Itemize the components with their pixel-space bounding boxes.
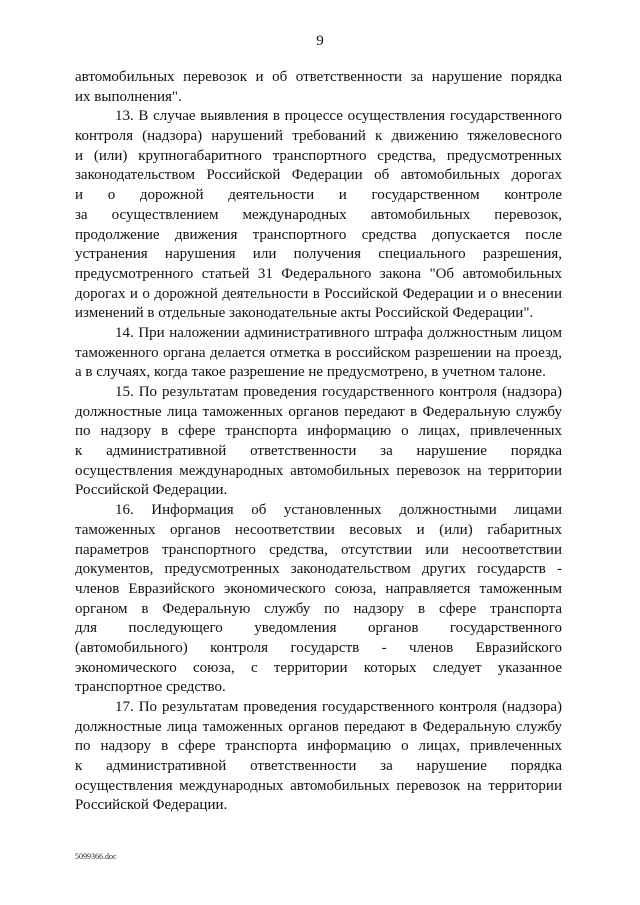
text-line: 16. Информация об установленных должностными лицами	[115, 502, 562, 519]
text-line: по надзору в сфере транспорта информацию о лицах, привлеченных	[75, 423, 562, 440]
text-line: законодательством Российской Федерации об автомобильных дорогах	[75, 167, 562, 184]
text-line: и (или) крупногабаритного транспортного средства, предусмотренных	[75, 147, 562, 164]
text-line: (автомобильного) контроля государств - членов Евразийского	[75, 639, 562, 656]
paragraph	[75, 698, 562, 816]
text-line: Российской Федерации.	[75, 797, 228, 814]
text-line: автомобильных перевозок и об ответственности за нарушение порядка	[75, 69, 562, 85]
text-line: документов, предусмотренных законодательством других государств -	[75, 561, 562, 578]
text-line: 15. По результатам проведения государственного контроля (надзора)	[115, 384, 562, 400]
paragraph	[75, 324, 562, 383]
text-line: для последующего уведомления органов государственного	[75, 620, 562, 637]
text-line: экономического союза, с территории которых следует указанное	[75, 659, 562, 676]
paragraph	[75, 501, 562, 698]
text-line: должностные лица таможенных органов передают в Федеральную службу	[75, 718, 562, 735]
text-line: дорогах и о дорожной деятельности в Российской Федерации и о внесении	[75, 285, 562, 302]
text-line: 13. В случае выявления в процессе осуществления государственного	[115, 108, 562, 125]
text-line: 17. По результатам проведения государственного контроля (надзора)	[115, 699, 562, 715]
page-number: 9	[316, 33, 324, 49]
text-line: предусмотренного статьей 31 Федерального закона "Об автомобильных	[75, 265, 562, 282]
paragraph	[75, 107, 562, 324]
text-line: их выполнения".	[75, 88, 182, 105]
text-line: к административной ответственности за нарушение порядка	[75, 758, 562, 775]
paragraph	[75, 383, 562, 501]
document-file-id: 5099366.doc	[75, 852, 117, 861]
text-line: изменений в отдельные законодательные акты Российской Федерации".	[75, 305, 534, 322]
text-line: устранения нарушения или получения специального разрешения,	[75, 246, 562, 263]
text-line: за осуществлением международных автомобильных перевозок,	[75, 206, 562, 223]
text-line: и о дорожной деятельности и государственном контроле	[75, 187, 562, 204]
text-line: параметров транспортного средства, отсутствии или несоответствии	[75, 541, 562, 558]
text-line: осуществления международных автомобильных перевозок на территории	[75, 777, 562, 794]
text-line: членов Евразийского экономического союза, направляется таможенным	[75, 580, 562, 597]
text-line: транспортное средство.	[75, 679, 226, 696]
text-line: Российской Федерации.	[75, 482, 228, 499]
paragraph	[75, 68, 562, 107]
text-line: таможенного органа делается отметка в российском разрешении на проезд,	[75, 344, 562, 361]
text-line: контроля (надзора) нарушений требований к движению тяжеловесного	[75, 128, 562, 145]
document-body	[75, 68, 562, 816]
text-line: к административной ответственности за нарушение порядка	[75, 443, 562, 460]
text-line: а в случаях, когда такое разрешение не предусмотрено, в учетном талоне.	[75, 364, 546, 381]
text-line: 14. При наложении административного штрафа должностным лицом	[115, 324, 562, 341]
text-line: таможенных органов несоответствии весовых и (или) габаритных	[75, 521, 562, 538]
text-line: органом в Федеральную службу по надзору в сфере транспорта	[75, 600, 562, 617]
text-line: должностные лица таможенных органов передают в Федеральную службу	[75, 403, 562, 420]
text-line: продолжение движения транспортного средства допускается после	[75, 226, 562, 243]
text-line: осуществления международных автомобильных перевозок на территории	[75, 462, 562, 479]
text-line: по надзору в сфере транспорта информацию о лицах, привлеченных	[75, 738, 562, 755]
